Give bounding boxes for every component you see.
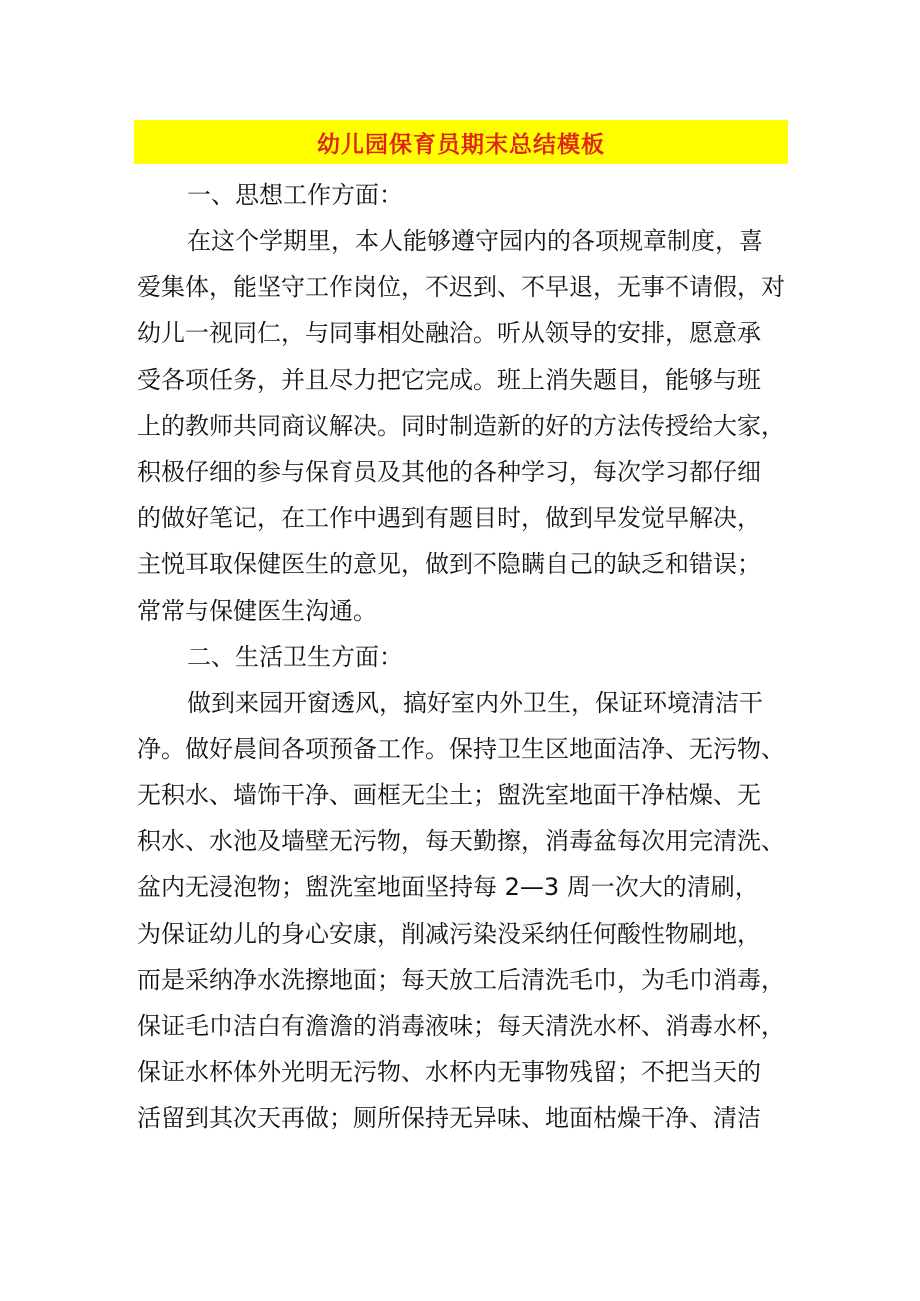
- text-line: 上的教师共同商议解决。同时制造新的好的方法传授给大家，: [137, 411, 785, 440]
- text-line: 保证水杯体外光明无污物、水杯内无事物残留；不把当天的: [137, 1058, 761, 1087]
- text-line: 积水、水池及墙壁无污物，每天勤擦，消毒盆每次用完清洗、: [137, 827, 785, 856]
- paragraph-ideology: [137, 218, 797, 634]
- document-title: 幼儿园保育员期末总结模板: [317, 131, 605, 158]
- text-line: 无积水、墙饰干净、画框无尘土；盥洗室地面干净枯燥、无: [137, 781, 761, 810]
- text-line: 而是采纳净水洗擦地面；每天放工后清洗毛巾，为毛巾消毒，: [137, 965, 785, 994]
- text-line: 净。做好晨间各项预备工作。保持卫生区地面洁净、无污物、: [137, 734, 785, 763]
- paragraph-hygiene: [137, 680, 797, 1142]
- text-line: 的做好笔记，在工作中遇到有题目时，做到早发觉早解决，: [137, 504, 761, 533]
- text-line: 幼儿一视同仁，与同事相处融洽。听从领导的安排，愿意承: [137, 319, 761, 348]
- section-heading-ideology: 一、思想工作方面：: [187, 181, 403, 209]
- text-line: 活留到其次天再做；厕所保持无异味、地面枯燥干净、清洁: [137, 1104, 761, 1133]
- text-line: 做到来园开窗透风，搞好室内外卫生，保证环境清洁干: [187, 688, 763, 717]
- text-line: 爱集体，能坚守工作岗位，不迟到、不早退，无事不请假，对: [137, 273, 785, 302]
- document-body: [137, 172, 797, 1142]
- text-line: 积极仔细的参与保育员及其他的各种学习，每次学习都仔细: [137, 457, 761, 486]
- text-line: 为保证幼儿的身心安康，削减污染没采纳任何酸性物刷地，: [137, 919, 761, 948]
- text-line: 常常与保健医生沟通。: [137, 596, 377, 625]
- section-heading-hygiene: 二、生活卫生方面：: [187, 642, 403, 671]
- text-line: 保证毛巾洁白有澹澹的消毒液味；每天清洗水杯、消毒水杯，: [137, 1012, 785, 1040]
- title-banner: [134, 120, 788, 164]
- text-line: 主悦耳取保健医生的意见，做到不隐瞒自己的缺乏和错误；: [137, 550, 761, 579]
- text-line: 在这个学期里，本人能够遵守园内的各项规章制度，喜: [187, 227, 763, 255]
- text-line: 受各项任务，并且尽力把它完成。班上消失题目，能够与班: [137, 365, 761, 394]
- text-line: 盆内无浸泡物；盥洗室地面坚持每 2—3 周一次大的清刷，: [137, 873, 759, 902]
